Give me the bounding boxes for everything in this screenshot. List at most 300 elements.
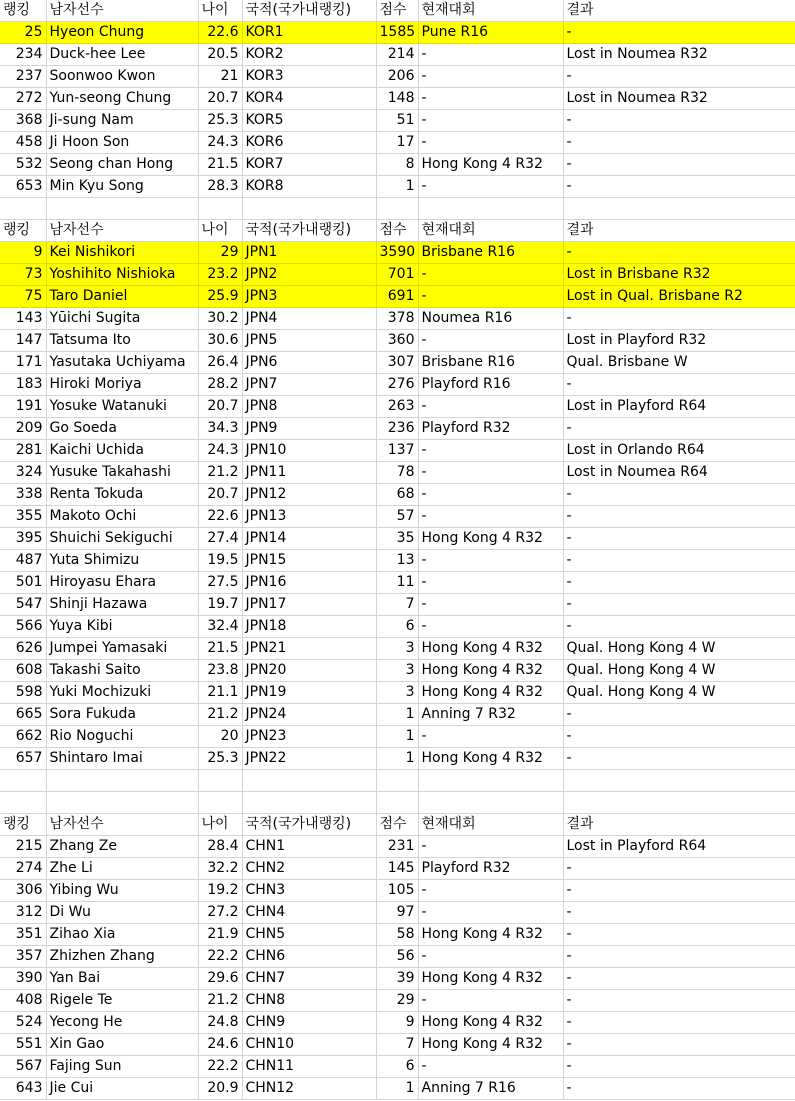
column-header[interactable]: 점수 — [376, 0, 418, 22]
cell-player[interactable]: Zhang Ze — [46, 836, 198, 858]
cell-rank[interactable]: 665 — [0, 704, 46, 726]
cell-nationality[interactable]: JPN21 — [242, 638, 376, 660]
cell-points[interactable]: 78 — [376, 462, 418, 484]
column-header[interactable]: 현재대회 — [418, 220, 563, 242]
cell-player[interactable]: Min Kyu Song — [46, 176, 198, 198]
column-header[interactable]: 랭킹 — [0, 814, 46, 836]
empty-cell[interactable] — [376, 770, 418, 792]
cell-result[interactable]: - — [563, 242, 795, 264]
cell-current-event[interactable]: - — [418, 946, 563, 968]
cell-current-event[interactable]: - — [418, 484, 563, 506]
cell-points[interactable]: 6 — [376, 616, 418, 638]
cell-player[interactable]: Jie Cui — [46, 1078, 198, 1100]
cell-nationality[interactable]: JPN9 — [242, 418, 376, 440]
cell-rank[interactable]: 643 — [0, 1078, 46, 1100]
cell-player[interactable]: Di Wu — [46, 902, 198, 924]
cell-current-event[interactable]: Hong Kong 4 R32 — [418, 682, 563, 704]
cell-points[interactable]: 137 — [376, 440, 418, 462]
cell-nationality[interactable]: JPN3 — [242, 286, 376, 308]
cell-result[interactable]: Lost in Orlando R64 — [563, 440, 795, 462]
cell-result[interactable]: - — [563, 176, 795, 198]
column-header[interactable]: 남자선수 — [46, 0, 198, 22]
cell-player[interactable]: Duck-hee Lee — [46, 44, 198, 66]
empty-cell[interactable] — [0, 198, 46, 220]
cell-age[interactable]: 20.7 — [198, 88, 242, 110]
cell-nationality[interactable]: CHN6 — [242, 946, 376, 968]
cell-result[interactable]: - — [563, 1034, 795, 1056]
cell-current-event[interactable]: - — [418, 594, 563, 616]
cell-age[interactable]: 30.2 — [198, 308, 242, 330]
cell-rank[interactable]: 338 — [0, 484, 46, 506]
cell-nationality[interactable]: JPN5 — [242, 330, 376, 352]
empty-cell[interactable] — [198, 792, 242, 814]
cell-points[interactable]: 206 — [376, 66, 418, 88]
cell-current-event[interactable]: Hong Kong 4 R32 — [418, 1034, 563, 1056]
column-header[interactable]: 남자선수 — [46, 220, 198, 242]
cell-player[interactable]: Tatsuma Ito — [46, 330, 198, 352]
column-header[interactable]: 국적(국가내랭킹) — [242, 0, 376, 22]
cell-current-event[interactable]: Hong Kong 4 R32 — [418, 748, 563, 770]
cell-player[interactable]: Shintaro Imai — [46, 748, 198, 770]
cell-age[interactable]: 20 — [198, 726, 242, 748]
cell-result[interactable]: - — [563, 110, 795, 132]
cell-result[interactable]: - — [563, 528, 795, 550]
cell-result[interactable]: Lost in Brisbane R32 — [563, 264, 795, 286]
cell-rank[interactable]: 272 — [0, 88, 46, 110]
cell-age[interactable]: 19.2 — [198, 880, 242, 902]
cell-age[interactable]: 24.8 — [198, 1012, 242, 1034]
cell-result[interactable]: Qual. Hong Kong 4 W — [563, 660, 795, 682]
cell-current-event[interactable]: - — [418, 330, 563, 352]
cell-current-event[interactable]: - — [418, 902, 563, 924]
cell-nationality[interactable]: JPN2 — [242, 264, 376, 286]
cell-age[interactable]: 24.6 — [198, 1034, 242, 1056]
cell-age[interactable]: 29 — [198, 242, 242, 264]
cell-rank[interactable]: 368 — [0, 110, 46, 132]
column-header[interactable]: 점수 — [376, 814, 418, 836]
cell-result[interactable]: - — [563, 1056, 795, 1078]
cell-current-event[interactable]: - — [418, 550, 563, 572]
cell-points[interactable]: 56 — [376, 946, 418, 968]
cell-age[interactable]: 24.3 — [198, 132, 242, 154]
column-header[interactable]: 랭킹 — [0, 0, 46, 22]
cell-rank[interactable]: 324 — [0, 462, 46, 484]
cell-nationality[interactable]: JPN20 — [242, 660, 376, 682]
cell-player[interactable]: Takashi Saito — [46, 660, 198, 682]
cell-current-event[interactable]: Hong Kong 4 R32 — [418, 638, 563, 660]
cell-age[interactable]: 22.2 — [198, 1056, 242, 1078]
cell-age[interactable]: 32.4 — [198, 616, 242, 638]
cell-result[interactable]: - — [563, 704, 795, 726]
cell-result[interactable]: - — [563, 594, 795, 616]
empty-cell[interactable] — [0, 770, 46, 792]
cell-points[interactable]: 236 — [376, 418, 418, 440]
cell-points[interactable]: 8 — [376, 154, 418, 176]
cell-nationality[interactable]: JPN12 — [242, 484, 376, 506]
cell-points[interactable]: 214 — [376, 44, 418, 66]
cell-player[interactable]: Go Soeda — [46, 418, 198, 440]
empty-cell[interactable] — [563, 198, 795, 220]
column-header[interactable]: 나이 — [198, 814, 242, 836]
cell-points[interactable]: 3 — [376, 660, 418, 682]
cell-points[interactable]: 3 — [376, 682, 418, 704]
cell-points[interactable]: 9 — [376, 1012, 418, 1034]
cell-nationality[interactable]: JPN18 — [242, 616, 376, 638]
cell-points[interactable]: 17 — [376, 132, 418, 154]
column-header[interactable]: 점수 — [376, 220, 418, 242]
cell-result[interactable]: - — [563, 22, 795, 44]
cell-age[interactable]: 20.7 — [198, 396, 242, 418]
cell-player[interactable]: Yūichi Sugita — [46, 308, 198, 330]
cell-player[interactable]: Yibing Wu — [46, 880, 198, 902]
cell-nationality[interactable]: JPN10 — [242, 440, 376, 462]
cell-points[interactable]: 7 — [376, 594, 418, 616]
cell-points[interactable]: 97 — [376, 902, 418, 924]
cell-age[interactable]: 23.2 — [198, 264, 242, 286]
empty-cell[interactable] — [46, 770, 198, 792]
cell-current-event[interactable]: Hong Kong 4 R32 — [418, 660, 563, 682]
cell-result[interactable]: Lost in Noumea R64 — [563, 462, 795, 484]
cell-age[interactable]: 20.7 — [198, 484, 242, 506]
cell-result[interactable]: - — [563, 418, 795, 440]
cell-points[interactable]: 3590 — [376, 242, 418, 264]
cell-current-event[interactable]: - — [418, 176, 563, 198]
column-header[interactable]: 현재대회 — [418, 0, 563, 22]
cell-rank[interactable]: 501 — [0, 572, 46, 594]
cell-age[interactable]: 19.7 — [198, 594, 242, 616]
empty-cell[interactable] — [242, 792, 376, 814]
cell-nationality[interactable]: CHN5 — [242, 924, 376, 946]
empty-cell[interactable] — [376, 792, 418, 814]
cell-player[interactable]: Zhizhen Zhang — [46, 946, 198, 968]
cell-rank[interactable]: 487 — [0, 550, 46, 572]
cell-current-event[interactable]: - — [418, 726, 563, 748]
cell-points[interactable]: 360 — [376, 330, 418, 352]
cell-nationality[interactable]: KOR1 — [242, 22, 376, 44]
cell-rank[interactable]: 237 — [0, 66, 46, 88]
cell-points[interactable]: 1585 — [376, 22, 418, 44]
cell-rank[interactable]: 524 — [0, 1012, 46, 1034]
cell-rank[interactable]: 171 — [0, 352, 46, 374]
cell-player[interactable]: Ji-sung Nam — [46, 110, 198, 132]
cell-nationality[interactable]: JPN14 — [242, 528, 376, 550]
cell-current-event[interactable]: - — [418, 990, 563, 1012]
cell-age[interactable]: 20.5 — [198, 44, 242, 66]
cell-points[interactable]: 6 — [376, 1056, 418, 1078]
cell-current-event[interactable]: - — [418, 88, 563, 110]
cell-player[interactable]: Hiroyasu Ehara — [46, 572, 198, 594]
cell-nationality[interactable]: JPN1 — [242, 242, 376, 264]
cell-player[interactable]: Rio Noguchi — [46, 726, 198, 748]
cell-nationality[interactable]: JPN13 — [242, 506, 376, 528]
cell-result[interactable]: Qual. Hong Kong 4 W — [563, 682, 795, 704]
cell-age[interactable]: 21.5 — [198, 154, 242, 176]
cell-player[interactable]: Makoto Ochi — [46, 506, 198, 528]
column-header[interactable]: 국적(국가내랭킹) — [242, 814, 376, 836]
cell-points[interactable]: 263 — [376, 396, 418, 418]
cell-rank[interactable]: 209 — [0, 418, 46, 440]
cell-nationality[interactable]: JPN11 — [242, 462, 376, 484]
cell-current-event[interactable]: - — [418, 286, 563, 308]
cell-result[interactable]: - — [563, 132, 795, 154]
cell-rank[interactable]: 608 — [0, 660, 46, 682]
cell-points[interactable]: 1 — [376, 704, 418, 726]
cell-rank[interactable]: 147 — [0, 330, 46, 352]
empty-cell[interactable] — [418, 198, 563, 220]
cell-current-event[interactable]: - — [418, 396, 563, 418]
cell-player[interactable]: Taro Daniel — [46, 286, 198, 308]
cell-player[interactable]: Shinji Hazawa — [46, 594, 198, 616]
cell-nationality[interactable]: CHN9 — [242, 1012, 376, 1034]
cell-points[interactable]: 11 — [376, 572, 418, 594]
cell-nationality[interactable]: CHN10 — [242, 1034, 376, 1056]
cell-result[interactable]: Lost in Qual. Brisbane R2 — [563, 286, 795, 308]
cell-current-event[interactable]: Playford R32 — [418, 418, 563, 440]
cell-player[interactable]: Renta Tokuda — [46, 484, 198, 506]
cell-current-event[interactable]: - — [418, 66, 563, 88]
cell-result[interactable]: - — [563, 968, 795, 990]
cell-rank[interactable]: 567 — [0, 1056, 46, 1078]
empty-cell[interactable] — [198, 770, 242, 792]
cell-player[interactable]: Yan Bai — [46, 968, 198, 990]
cell-result[interactable]: - — [563, 154, 795, 176]
cell-current-event[interactable]: Brisbane R16 — [418, 352, 563, 374]
cell-result[interactable]: - — [563, 1012, 795, 1034]
cell-current-event[interactable]: Anning 7 R16 — [418, 1078, 563, 1100]
column-header[interactable]: 국적(국가내랭킹) — [242, 220, 376, 242]
cell-age[interactable]: 21 — [198, 66, 242, 88]
cell-nationality[interactable]: CHN2 — [242, 858, 376, 880]
cell-nationality[interactable]: JPN6 — [242, 352, 376, 374]
cell-current-event[interactable]: Brisbane R16 — [418, 242, 563, 264]
cell-rank[interactable]: 390 — [0, 968, 46, 990]
cell-rank[interactable]: 657 — [0, 748, 46, 770]
cell-current-event[interactable]: - — [418, 264, 563, 286]
cell-current-event[interactable]: - — [418, 44, 563, 66]
cell-result[interactable]: - — [563, 374, 795, 396]
cell-current-event[interactable]: Hong Kong 4 R32 — [418, 154, 563, 176]
cell-nationality[interactable]: CHN12 — [242, 1078, 376, 1100]
cell-rank[interactable]: 598 — [0, 682, 46, 704]
cell-nationality[interactable]: KOR2 — [242, 44, 376, 66]
empty-cell[interactable] — [198, 198, 242, 220]
cell-nationality[interactable]: KOR4 — [242, 88, 376, 110]
cell-age[interactable]: 20.9 — [198, 1078, 242, 1100]
column-header[interactable]: 결과 — [563, 0, 795, 22]
cell-player[interactable]: Zihao Xia — [46, 924, 198, 946]
cell-player[interactable]: Yosuke Watanuki — [46, 396, 198, 418]
cell-result[interactable]: - — [563, 484, 795, 506]
cell-age[interactable]: 32.2 — [198, 858, 242, 880]
cell-age[interactable]: 28.2 — [198, 374, 242, 396]
empty-cell[interactable] — [418, 792, 563, 814]
cell-current-event[interactable]: Hong Kong 4 R32 — [418, 1012, 563, 1034]
cell-player[interactable]: Sora Fukuda — [46, 704, 198, 726]
cell-points[interactable]: 35 — [376, 528, 418, 550]
cell-rank[interactable]: 532 — [0, 154, 46, 176]
cell-result[interactable]: - — [563, 572, 795, 594]
cell-player[interactable]: Yuta Shimizu — [46, 550, 198, 572]
cell-current-event[interactable]: Hong Kong 4 R32 — [418, 528, 563, 550]
cell-result[interactable]: Lost in Playford R32 — [563, 330, 795, 352]
cell-rank[interactable]: 306 — [0, 880, 46, 902]
cell-age[interactable]: 34.3 — [198, 418, 242, 440]
cell-rank[interactable]: 357 — [0, 946, 46, 968]
cell-player[interactable]: Kaichi Uchida — [46, 440, 198, 462]
cell-current-event[interactable]: Hong Kong 4 R32 — [418, 968, 563, 990]
cell-nationality[interactable]: CHN1 — [242, 836, 376, 858]
cell-age[interactable]: 25.3 — [198, 110, 242, 132]
cell-nationality[interactable]: JPN7 — [242, 374, 376, 396]
cell-age[interactable]: 21.2 — [198, 704, 242, 726]
cell-result[interactable]: - — [563, 858, 795, 880]
cell-nationality[interactable]: CHN4 — [242, 902, 376, 924]
cell-age[interactable]: 22.6 — [198, 22, 242, 44]
cell-nationality[interactable]: KOR7 — [242, 154, 376, 176]
column-header[interactable]: 결과 — [563, 814, 795, 836]
cell-points[interactable]: 231 — [376, 836, 418, 858]
cell-result[interactable]: - — [563, 66, 795, 88]
cell-age[interactable]: 21.5 — [198, 638, 242, 660]
empty-cell[interactable] — [46, 198, 198, 220]
column-header[interactable]: 랭킹 — [0, 220, 46, 242]
cell-current-event[interactable]: - — [418, 440, 563, 462]
cell-points[interactable]: 3 — [376, 638, 418, 660]
cell-result[interactable]: - — [563, 924, 795, 946]
cell-points[interactable]: 57 — [376, 506, 418, 528]
cell-age[interactable]: 19.5 — [198, 550, 242, 572]
cell-points[interactable]: 1 — [376, 748, 418, 770]
cell-rank[interactable]: 547 — [0, 594, 46, 616]
cell-player[interactable]: Rigele Te — [46, 990, 198, 1012]
cell-age[interactable]: 22.2 — [198, 946, 242, 968]
cell-player[interactable]: Yuya Kibi — [46, 616, 198, 638]
cell-points[interactable]: 7 — [376, 1034, 418, 1056]
cell-result[interactable]: Qual. Hong Kong 4 W — [563, 638, 795, 660]
cell-nationality[interactable]: JPN16 — [242, 572, 376, 594]
cell-age[interactable]: 26.4 — [198, 352, 242, 374]
cell-result[interactable]: Lost in Noumea R32 — [563, 88, 795, 110]
cell-age[interactable]: 25.9 — [198, 286, 242, 308]
cell-current-event[interactable]: - — [418, 506, 563, 528]
cell-rank[interactable]: 653 — [0, 176, 46, 198]
cell-nationality[interactable]: CHN7 — [242, 968, 376, 990]
empty-cell[interactable] — [0, 792, 46, 814]
cell-points[interactable]: 1 — [376, 176, 418, 198]
cell-nationality[interactable]: KOR3 — [242, 66, 376, 88]
cell-rank[interactable]: 458 — [0, 132, 46, 154]
cell-player[interactable]: Fajing Sun — [46, 1056, 198, 1078]
cell-rank[interactable]: 75 — [0, 286, 46, 308]
empty-cell[interactable] — [242, 198, 376, 220]
cell-result[interactable]: - — [563, 616, 795, 638]
cell-result[interactable]: - — [563, 550, 795, 572]
cell-nationality[interactable]: JPN24 — [242, 704, 376, 726]
cell-player[interactable]: Xin Gao — [46, 1034, 198, 1056]
empty-cell[interactable] — [46, 792, 198, 814]
cell-rank[interactable]: 234 — [0, 44, 46, 66]
cell-age[interactable]: 21.9 — [198, 924, 242, 946]
cell-rank[interactable]: 9 — [0, 242, 46, 264]
cell-rank[interactable]: 191 — [0, 396, 46, 418]
cell-result[interactable]: - — [563, 506, 795, 528]
cell-result[interactable]: Qual. Brisbane W — [563, 352, 795, 374]
column-header[interactable]: 나이 — [198, 220, 242, 242]
cell-current-event[interactable]: - — [418, 132, 563, 154]
cell-result[interactable]: - — [563, 902, 795, 924]
cell-age[interactable]: 25.3 — [198, 748, 242, 770]
cell-rank[interactable]: 551 — [0, 1034, 46, 1056]
cell-current-event[interactable]: - — [418, 616, 563, 638]
cell-points[interactable]: 105 — [376, 880, 418, 902]
cell-player[interactable]: Yuki Mochizuki — [46, 682, 198, 704]
empty-cell[interactable] — [563, 792, 795, 814]
cell-player[interactable]: Yasutaka Uchiyama — [46, 352, 198, 374]
cell-current-event[interactable]: Pune R16 — [418, 22, 563, 44]
cell-rank[interactable]: 355 — [0, 506, 46, 528]
cell-age[interactable]: 21.1 — [198, 682, 242, 704]
cell-points[interactable]: 68 — [376, 484, 418, 506]
cell-age[interactable]: 21.2 — [198, 990, 242, 1012]
cell-rank[interactable]: 408 — [0, 990, 46, 1012]
column-header[interactable]: 현재대회 — [418, 814, 563, 836]
cell-current-event[interactable]: Playford R16 — [418, 374, 563, 396]
column-header[interactable]: 결과 — [563, 220, 795, 242]
empty-cell[interactable] — [242, 770, 376, 792]
cell-result[interactable]: - — [563, 1078, 795, 1100]
empty-cell[interactable] — [418, 770, 563, 792]
cell-nationality[interactable]: JPN15 — [242, 550, 376, 572]
cell-rank[interactable]: 626 — [0, 638, 46, 660]
cell-age[interactable]: 24.3 — [198, 440, 242, 462]
cell-rank[interactable]: 183 — [0, 374, 46, 396]
cell-points[interactable]: 1 — [376, 1078, 418, 1100]
cell-age[interactable]: 27.5 — [198, 572, 242, 594]
cell-age[interactable]: 30.6 — [198, 330, 242, 352]
cell-player[interactable]: Soonwoo Kwon — [46, 66, 198, 88]
cell-result[interactable]: - — [563, 726, 795, 748]
cell-nationality[interactable]: JPN8 — [242, 396, 376, 418]
cell-age[interactable]: 23.8 — [198, 660, 242, 682]
cell-points[interactable]: 1 — [376, 726, 418, 748]
cell-points[interactable]: 13 — [376, 550, 418, 572]
cell-nationality[interactable]: JPN17 — [242, 594, 376, 616]
cell-points[interactable]: 701 — [376, 264, 418, 286]
cell-points[interactable]: 276 — [376, 374, 418, 396]
cell-rank[interactable]: 274 — [0, 858, 46, 880]
cell-age[interactable]: 27.2 — [198, 902, 242, 924]
cell-points[interactable]: 148 — [376, 88, 418, 110]
cell-rank[interactable]: 312 — [0, 902, 46, 924]
cell-current-event[interactable]: - — [418, 572, 563, 594]
empty-cell[interactable] — [563, 770, 795, 792]
cell-nationality[interactable]: JPN22 — [242, 748, 376, 770]
cell-nationality[interactable]: CHN11 — [242, 1056, 376, 1078]
cell-rank[interactable]: 395 — [0, 528, 46, 550]
cell-nationality[interactable]: CHN3 — [242, 880, 376, 902]
cell-points[interactable]: 307 — [376, 352, 418, 374]
cell-player[interactable]: Yusuke Takahashi — [46, 462, 198, 484]
cell-points[interactable]: 58 — [376, 924, 418, 946]
cell-points[interactable]: 691 — [376, 286, 418, 308]
cell-player[interactable]: Kei Nishikori — [46, 242, 198, 264]
cell-player[interactable]: Shuichi Sekiguchi — [46, 528, 198, 550]
empty-cell[interactable] — [376, 198, 418, 220]
cell-result[interactable]: - — [563, 990, 795, 1012]
cell-current-event[interactable]: Playford R32 — [418, 858, 563, 880]
cell-player[interactable]: Yoshihito Nishioka — [46, 264, 198, 286]
cell-nationality[interactable]: KOR8 — [242, 176, 376, 198]
